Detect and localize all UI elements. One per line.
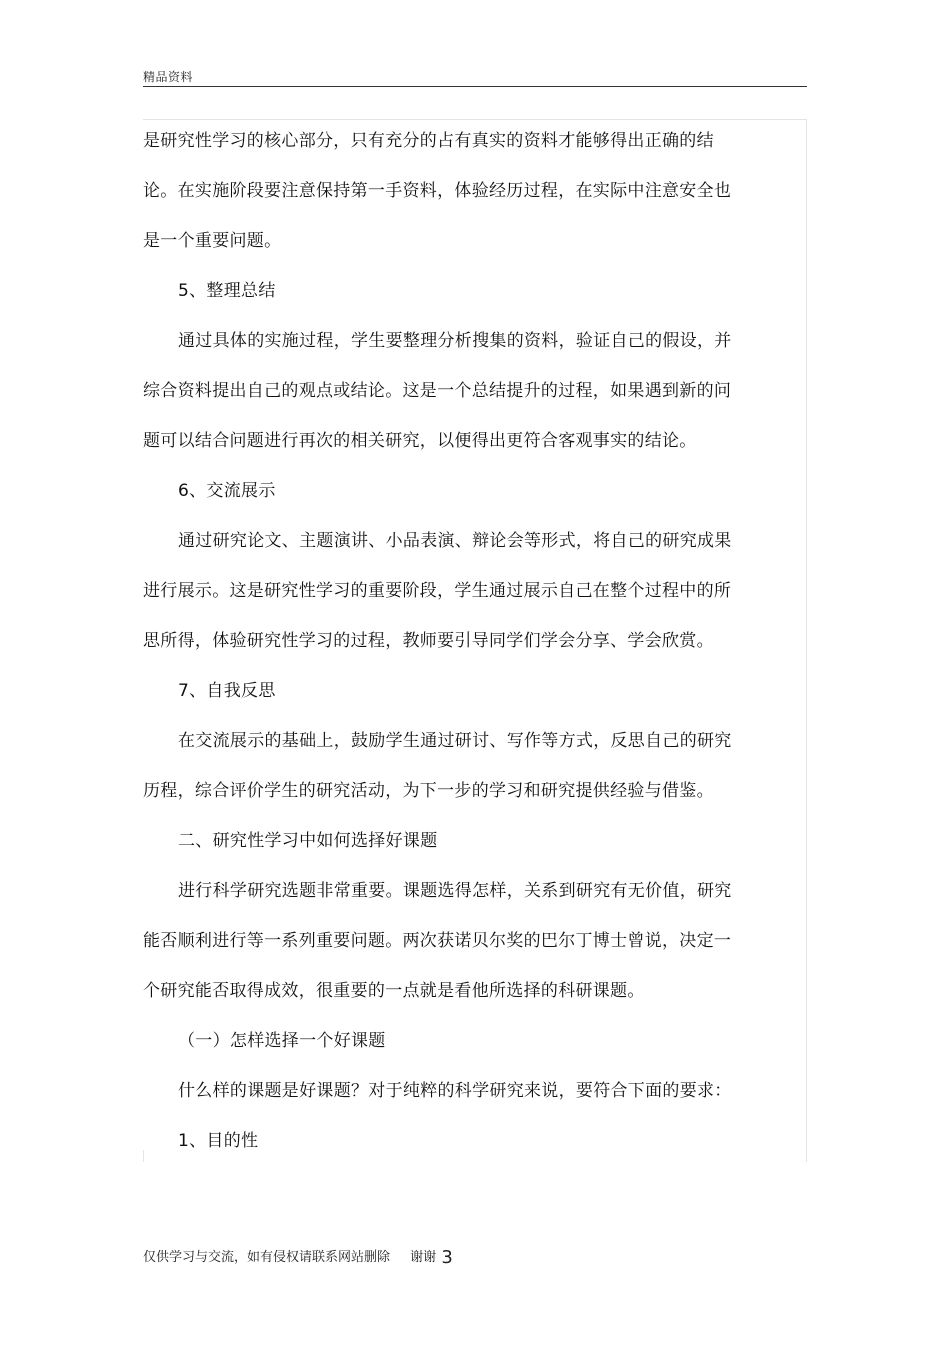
page-header-label: 精品资料 xyxy=(143,70,194,84)
text-line: 进行科学研究选题非常重要。课题选得怎样，关系到研究有无价值，研究 xyxy=(178,881,732,901)
footer-notice: 仅供学习与交流，如有侵权请联系网站删除 xyxy=(143,1250,391,1265)
text-line: 1、目的性 xyxy=(178,1131,259,1151)
header-divider xyxy=(143,86,807,87)
text-line: 题可以结合问题进行再次的相关研究，以便得出更符合客观事实的结论。 xyxy=(143,431,697,451)
text-line: 能否顺利进行等一系列重要问题。两次获诺贝尔奖的巴尔丁博士曾说，决定一 xyxy=(143,931,732,951)
text-line: 是研究性学习的核心部分，只有充分的占有真实的资料才能够得出正确的结 xyxy=(143,131,714,151)
text-line: 综合资料提出自己的观点或结论。这是一个总结提升的过程，如果遇到新的问 xyxy=(143,381,732,401)
text-line: 什么样的课题是好课题？对于纯粹的科学研究来说，要符合下面的要求： xyxy=(178,1081,732,1101)
text-line: 7、自我反思 xyxy=(178,681,276,701)
text-line: 进行展示。这是研究性学习的重要阶段，学生通过展示自己在整个过程中的所 xyxy=(143,581,732,601)
text-line: （一）怎样选择一个好课题 xyxy=(178,1031,386,1051)
text-line: 二、研究性学习中如何选择好课题 xyxy=(178,831,438,851)
text-line: 在交流展示的基础上，鼓励学生通过研讨、写作等方式，反思自己的研究 xyxy=(178,731,732,751)
text-line: 6、交流展示 xyxy=(178,481,276,501)
text-line: 历程，综合评价学生的研究活动，为下一步的学习和研究提供经验与借鉴。 xyxy=(143,781,714,801)
text-line: 5、整理总结 xyxy=(178,281,276,301)
page-footer xyxy=(143,1246,453,1268)
page-number: 3 xyxy=(441,1247,453,1268)
text-line: 是一个重要问题。 xyxy=(143,231,282,251)
text-line: 论。在实施阶段要注意保持第一手资料，体验经历过程，在实际中注意安全也 xyxy=(143,181,732,201)
document-body xyxy=(143,122,753,1172)
footer-thanks: 谢谢 xyxy=(410,1250,437,1265)
text-line: 通过研究论文、主题演讲、小品表演、辩论会等形式，将自己的研究成果 xyxy=(178,531,732,551)
text-line: 通过具体的实施过程，学生要整理分析搜集的资料，验证自己的假设，并 xyxy=(178,331,732,351)
text-line: 思所得，体验研究性学习的过程，教师要引导同学们学会分享、学会欣赏。 xyxy=(143,631,714,651)
text-line: 个研究能否取得成效，很重要的一点就是看他所选择的科研课题。 xyxy=(143,981,645,1001)
